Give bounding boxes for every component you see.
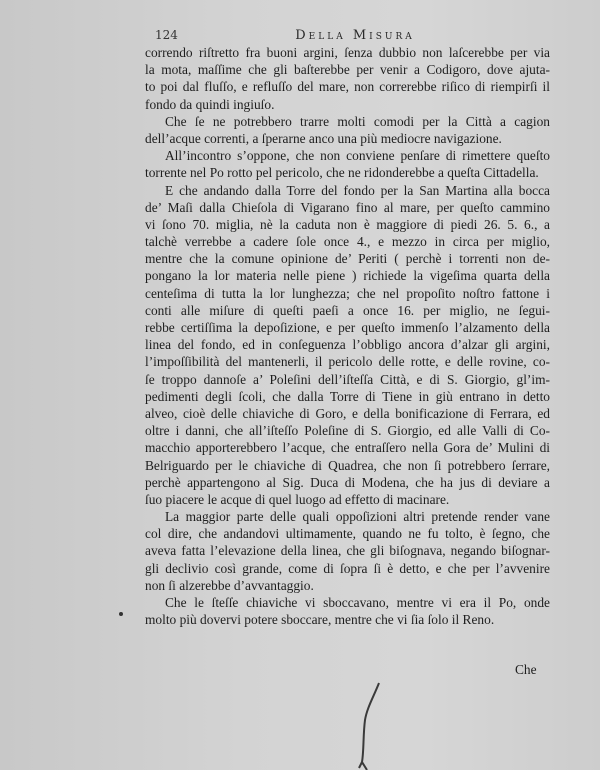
text-line: centeſima di tutta la lor lunghezza; che nel propoſito noſtro fattone i (145, 285, 550, 301)
text-line: la mota, maſſime che gli baſterebbe per venir a Codigoro, dove ajuta- (145, 62, 550, 78)
text-line: to poi dal fluſſo, e refluſſo del mare, non correrebbe riſico di riempirſi il (145, 79, 550, 95)
text-line: Che le ſteſſe chiaviche vi sboccavano, mentre vi era il Po, onde (165, 595, 550, 610)
text-line: vi ſono 70. miglia, nè la caduta non è maggiore di piedi 26. 5. 6., a (145, 216, 550, 232)
text-line: E che andando dalla Torre del fondo per la San Martina alla bocca (165, 182, 550, 198)
text-line: pedimenti degli ſcoli, che dalla Torre di Tiene in giù entrano in detto (145, 388, 550, 404)
page-number: 124 (155, 28, 178, 42)
text-line: dell’acque correnti, a ſperarne anco una più mediocre navigazione. (145, 130, 502, 146)
paper-crease-mark (355, 680, 385, 770)
text-line: linea del fondo, ed in conſeguenza l’obbligo ancora d’alzar gli argini, (145, 337, 550, 353)
text-line: macchio apporterebbero l’acque, che entraſſero nella Gora de’ Mulini di (145, 440, 550, 456)
ink-spot (119, 612, 123, 616)
text-line: torrente nel Po rotto pel pericolo, che ne ridonderebbe a queſta Cittadella. (145, 165, 539, 181)
text-line: aveva fatta l’elevazione della linea, che gli biſognava, negando biſognar- (145, 543, 550, 559)
text-line: pongano la lor materia nelle piene ) richiede la vigeſima quarta della (145, 268, 550, 284)
text-line: de’ Maſi dalla Chieſola di Vigarano fino al mare, per queſto cammino (145, 199, 550, 215)
text-line: ſuo piacere le acque di quel luogo ad effetto di macinare. (145, 491, 450, 507)
text-line: col dire, che andandovi ultimamente, quando ne fu tolto, è ſegno, che (145, 526, 550, 542)
text-line: perchè appartengono al Sig. Duca di Modena, che ha jus di deviare a (145, 474, 550, 490)
text-line: La maggior parte delle quali oppoſizioni altri pretende render vane (165, 509, 550, 525)
text-line: ſe troppo dannoſe a’ Poleſini dell’iſteſſa Città, e di S. Giorgio, gl’im- (145, 371, 550, 387)
text-line: molto più dovervi potere sboccare, mentre che vi ſia ſolo il Reno. (145, 612, 495, 628)
text-line: correndo riſtretto fra buoni argini, ſenza dubbio non laſcerebbe per via (145, 45, 550, 60)
catchword: Che (515, 662, 537, 677)
text-line: conti alle miſure di queſti paeſi a once 16. per miglio, ne ſegui- (145, 302, 550, 318)
running-title: Della Misura (295, 28, 415, 43)
text-line: All’incontro s’oppone, che non conviene penſare di rimettere queſto (165, 148, 550, 164)
text-line: fondo da quindi ingiuſo. (145, 96, 275, 112)
body-text (145, 44, 550, 628)
text-line: rebbe certiſſima la depoſizione, e per queſto immenſo l’alzamento della (145, 320, 550, 335)
text-line: mentre che la comune opinione de’ Periti ( perchè i torrenti non de- (145, 251, 550, 267)
text-line: non ſi alzerebbe d’avvantaggio. (145, 577, 314, 593)
text-line: oltre i danni, che all’iſteſſo Poleſine di S. Giorgio, ed alle Valli di Co- (145, 423, 550, 439)
text-line: alveo, cioè delle chiaviche di Goro, e della bonificazione di Ferrara, ed (145, 405, 550, 421)
text-line: l’impoſſibilità del mantenerli, il pericolo delle rotte, e delle rovine, co- (145, 354, 550, 370)
text-line: Belriguardo per le chiaviche di Quadrea, che non ſi potrebbero ſerrare, (145, 457, 550, 473)
text-line: talchè verrebbe a cadere ſole once 4., e mezzo in circa per miglio, (145, 234, 550, 250)
text-line: gli declivio così grande, come di ſopra ſi è detto, e che per l’avvenire (145, 560, 550, 576)
text-line: Che ſe ne potrebbero trarre molti comodi per la Città a cagion (165, 113, 550, 129)
